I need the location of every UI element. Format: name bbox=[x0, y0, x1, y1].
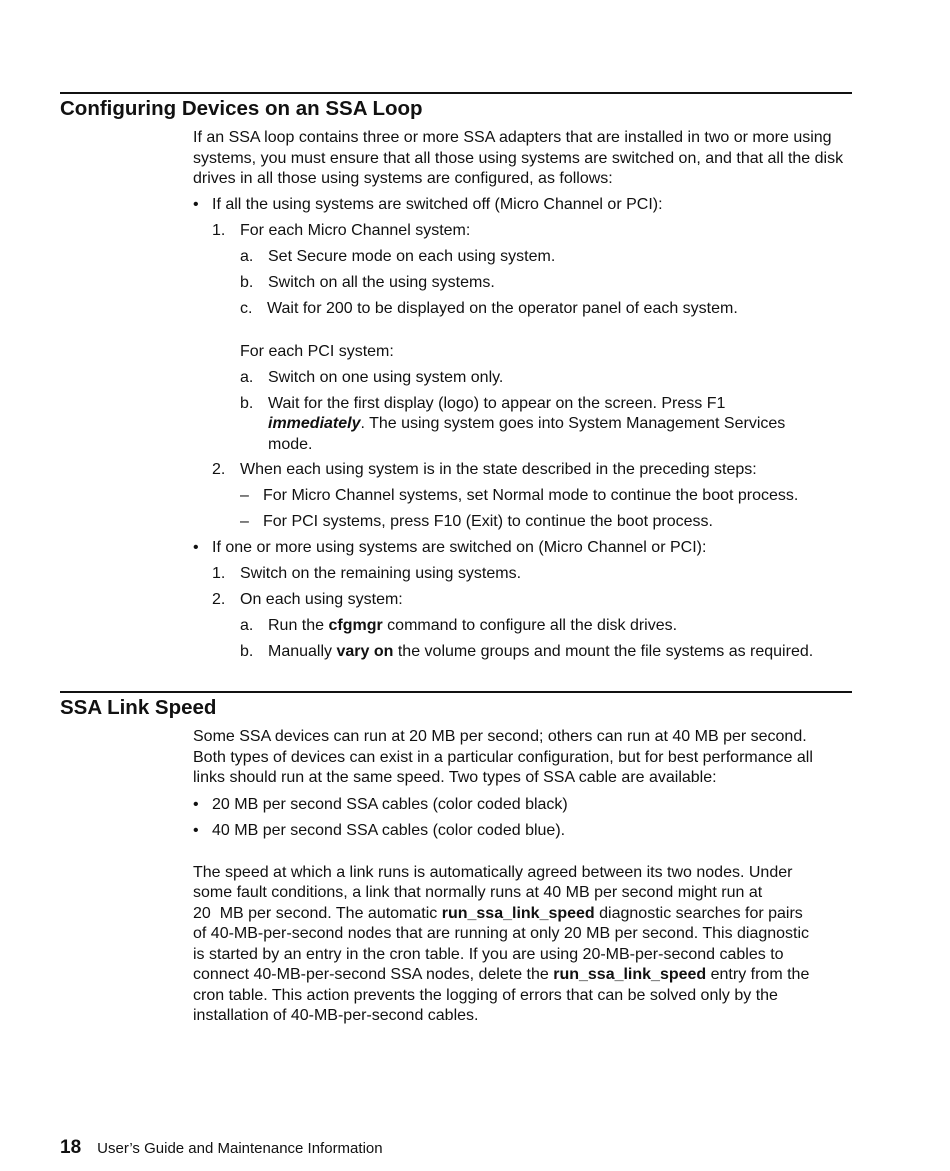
paragraph-line: some fault conditions, a link that normally runs at 40 MB per second might run at bbox=[193, 884, 763, 901]
section-heading: Configuring Devices on an SSA Loop bbox=[60, 97, 423, 120]
diagnostic-name: run_ssa_link_speed bbox=[553, 966, 707, 983]
paragraph-line: installation of 40-MB-per-second cables. bbox=[193, 1007, 479, 1024]
paragraph-line: cron table. This action prevents the logging of errors that can be solved only by the bbox=[193, 987, 778, 1004]
list-item-continuation: immediately. The using system goes into System Management Services bbox=[268, 415, 786, 432]
page-footer bbox=[60, 1138, 383, 1159]
section1-intro: If an SSA loop contains three or more SSA adapters that are installed in two or more using systems, you must ensure that all those using systems are switched on, and that all the disk drives in all those using systems are configured, as follows: bbox=[193, 129, 844, 187]
section-rule bbox=[60, 691, 852, 693]
step-number: 1. bbox=[212, 565, 226, 582]
section-configuring-devices bbox=[60, 92, 852, 121]
step-number: 1. bbox=[212, 222, 226, 239]
substep-letter: b. bbox=[240, 643, 254, 660]
paragraph-line: Both types of devices can exist in a particular configuration, but for best performance all bbox=[193, 749, 813, 766]
emphasis: immediately bbox=[268, 415, 361, 432]
diagnostic-name: run_ssa_link_speed bbox=[441, 905, 595, 922]
substep-letter: a. bbox=[240, 617, 254, 634]
step-number: 2. bbox=[212, 461, 226, 478]
substep-letter: a. bbox=[240, 248, 254, 265]
book-title: User’s Guide and Maintenance Information bbox=[97, 1140, 383, 1157]
bullet-marker: • bbox=[193, 796, 199, 813]
section-ssa-link-speed bbox=[60, 691, 852, 720]
page-number: 18 bbox=[60, 1137, 82, 1158]
substep-letter: c. bbox=[240, 300, 253, 317]
paragraph-line: is started by an entry in the cron table. If you are using 20-MB-per-second cables to bbox=[193, 946, 784, 963]
dash-marker: – bbox=[240, 487, 249, 504]
command-name: cfgmgr bbox=[328, 617, 383, 634]
section-heading: SSA Link Speed bbox=[60, 696, 217, 719]
bullet-marker: • bbox=[193, 539, 199, 556]
pci-intro: For each PCI system: bbox=[240, 343, 394, 360]
step-number: 2. bbox=[212, 591, 226, 608]
substep-letter: b. bbox=[240, 395, 254, 412]
substep-letter: a. bbox=[240, 369, 254, 386]
list-item-continuation: mode. bbox=[268, 436, 313, 453]
bullet-marker: • bbox=[193, 196, 199, 213]
bullet-marker: • bbox=[193, 822, 199, 839]
paragraph-line: links should run at the same speed. Two types of SSA cable are available: bbox=[193, 769, 717, 786]
section-rule bbox=[60, 92, 852, 94]
paragraph-line: 20 MB per second. The automatic run_ssa_link_speed diagnostic searches for pairs bbox=[193, 905, 803, 922]
paragraph-line: connect 40-MB-per-second SSA nodes, delete the run_ssa_link_speed entry from the bbox=[193, 966, 810, 983]
substep-letter: b. bbox=[240, 274, 254, 291]
dash-marker: – bbox=[240, 513, 249, 530]
paragraph-line: of 40-MB-per-second nodes that are running at only 20 MB per second. This diagnostic bbox=[193, 925, 810, 942]
paragraph-line: Some SSA devices can run at 20 MB per second; others can run at 40 MB per second. bbox=[193, 728, 807, 745]
paragraph-line: The speed at which a link runs is automatically agreed between its two nodes. Under bbox=[193, 864, 793, 881]
command-name: vary on bbox=[336, 643, 394, 660]
